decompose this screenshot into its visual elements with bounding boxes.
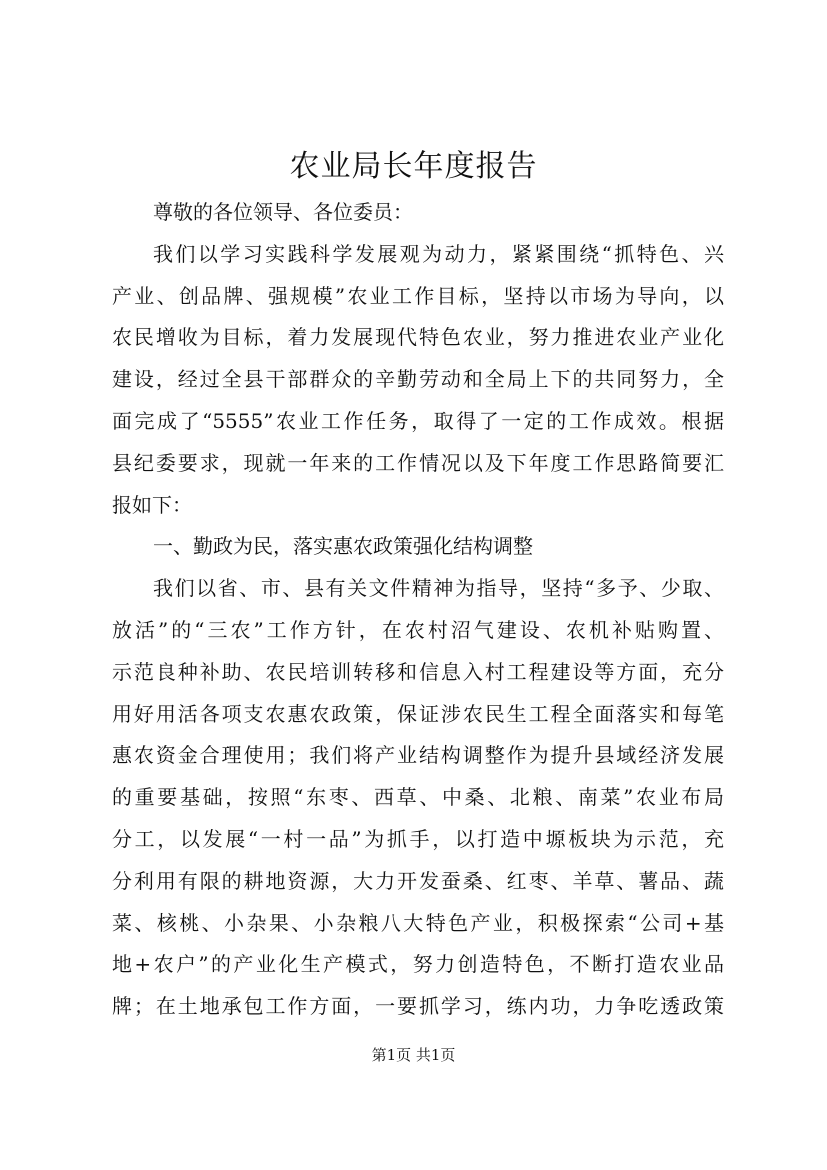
body-line: 地+农户”的产业化生产模式，努力创造特色，不断打造农业品	[112, 952, 724, 977]
page-footer: 第1页 共1页	[371, 1046, 456, 1064]
body-line: 示范良种补助、农民培训转移和信息入村工程建设等方面，充分	[112, 659, 724, 684]
body-line: 产业、创品牌、强规模”农业工作目标，坚持以市场为导向，以	[112, 283, 724, 308]
body-line: 惠农资金合理使用；我们将产业结构调整作为提升县域经济发展	[112, 743, 724, 768]
body-line: 尊敬的各位领导、各位委员：	[153, 200, 413, 224]
body-line: 建设，经过全县干部群众的辛勤劳动和全局上下的共同努力，全	[112, 367, 724, 392]
body-line: 牌；在土地承包工作方面，一要抓学习，练内功，力争吃透政策	[112, 994, 724, 1019]
body-line: 我们以省、市、县有关文件精神为指导，坚持“多予、少取、	[153, 576, 724, 601]
body-line: 放活”的“三农”工作方针，在农村沼气建设、农机补贴购置、	[112, 617, 724, 642]
document-title: 农业局长年度报告	[289, 149, 538, 184]
body-line: 分利用有限的耕地资源，大力开发蚕桑、红枣、羊草、薯品、蔬	[112, 868, 724, 893]
body-line: 分工，以发展“一村一品”为抓手，以打造中塬板块为示范，充	[112, 826, 724, 851]
body-line: 县纪委要求，现就一年来的工作情况以及下年度工作思路简要汇	[112, 450, 724, 475]
body-line: 一、勤政为民，落实惠农政策强化结构调整	[153, 534, 533, 559]
document-body	[112, 192, 724, 1028]
body-line: 的重要基础，按照“东枣、西草、中桑、北粮、南菜”农业布局	[112, 785, 724, 810]
body-line: 菜、核桃、小杂果、小杂粮八大特色产业，积极探索“公司+基	[112, 910, 724, 935]
body-line: 用好用活各项支农惠农政策，保证涉农民生工程全面落实和每笔	[112, 701, 724, 726]
body-line: 面完成了“5555”农业工作任务，取得了一定的工作成效。根据	[112, 408, 724, 433]
body-line: 报如下：	[112, 492, 192, 517]
body-line: 农民增收为目标，着力发展现代特色农业，努力推进农业产业化	[112, 325, 724, 350]
body-line: 我们以学习实践科学发展观为动力，紧紧围绕“抓特色、兴	[153, 241, 724, 266]
